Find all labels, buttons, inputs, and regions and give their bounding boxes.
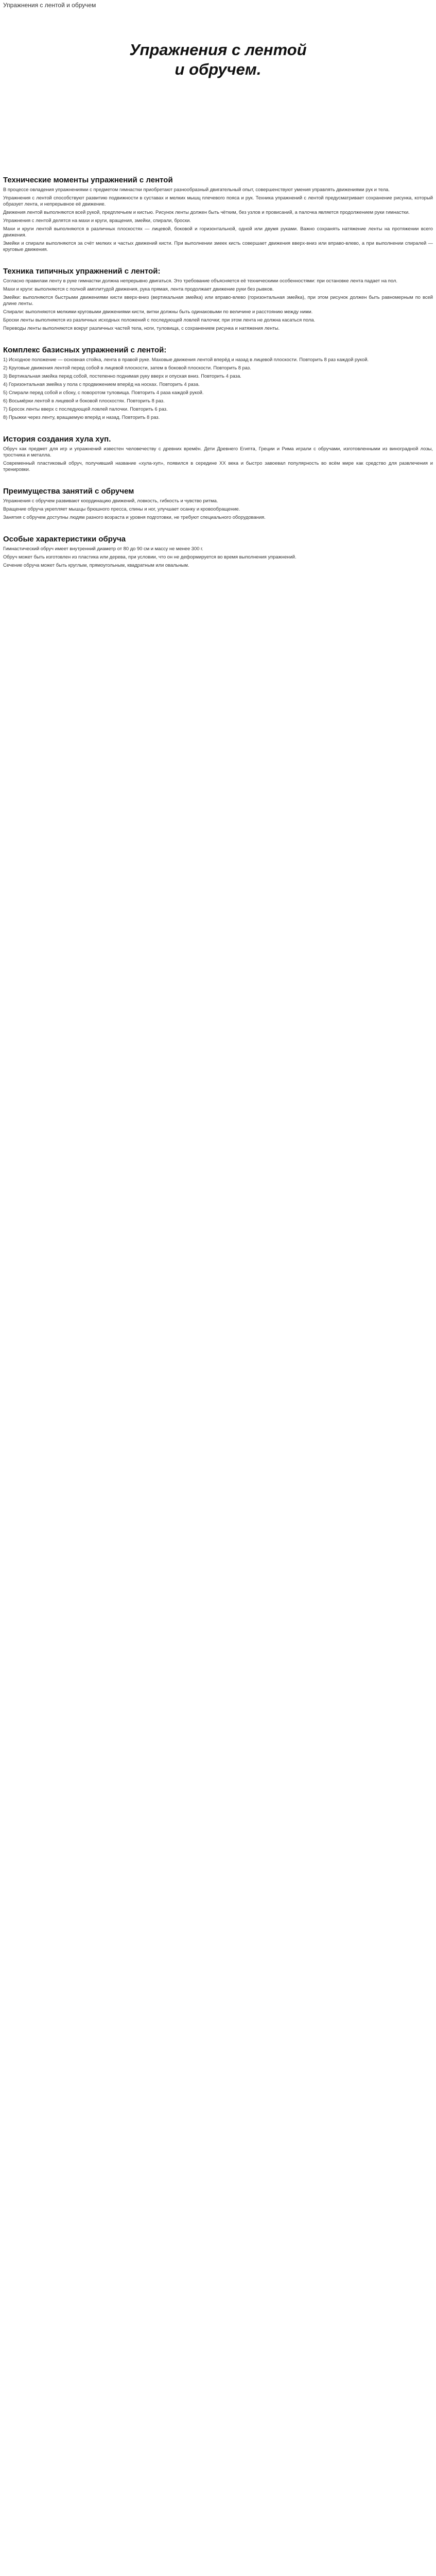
paragraph: Махи и круги лентой выполняются в различных плоскостях — лицевой, боковой и горизонтальной, одной или двумя руками. Важно сохранять натяжение ленты на протяжении всего движения. [3, 226, 433, 238]
page-title-line: и обручем. [175, 60, 261, 78]
paragraph: Современный пластиковый обруч, получивший название «хула-хуп», появился в середине XX века и быстро завоевал популярность во всём мире как средство для развлечения и тренировки. [3, 460, 433, 472]
paragraph: Согласно правилам ленту в руке гимнастки должна непрерывно двигаться. Это требование объясняется её техническими особенностями: при остановке лента падает на пол. [3, 278, 397, 283]
section-heading: Особые характеристики обруча [3, 535, 126, 544]
paragraph: Вращение обруча укрепляет мышцы брюшного пресса, спины и ног, улучшает осанку и кровообращение. [3, 506, 240, 512]
paragraph: 3) Вертикальная змейка перед собой, постепенно поднимая руку вверх и опуская вниз. Повторить 4 раза. [3, 373, 241, 379]
paragraph: Броски ленты выполняются из различных исходных положений с последующей ловлей палочки; при этом лента не должна касаться пола. [3, 317, 316, 323]
paragraph: 1) Исходное положение — основная стойка, лента в правой руке. Маховые движения лентой вперёд и назад в лицевой плоскости. Повторить 8 раз каждой рукой. [3, 357, 369, 362]
document-page [0, 0, 436, 586]
paragraph: Змейки: выполняются быстрыми движениями кисти вверх-вниз (вертикальная змейка) или вправо-влево (горизонтальная змейка), при этом рисунок должен быть равномерным по всей длине ленты. [3, 294, 433, 306]
section-heading: Техника типичных упражнений с лентой: [3, 267, 161, 276]
section-separator [3, 422, 433, 430]
section-heading: История создания хула хуп. [3, 435, 111, 444]
paragraph: Обруч может быть изготовлен из пластика или дерева, при условии, что он не деформируется во время выполнения упражнений. [3, 554, 297, 560]
section-separator [3, 163, 433, 171]
paragraph: 2) Круговые движения лентой перед собой в лицевой плоскости, затем в боковой плоскости. Повторить 8 раз. [3, 365, 251, 370]
section-separator [3, 474, 433, 482]
article-body [3, 163, 433, 568]
paragraph: Занятия с обручем доступны людям разного возраста и уровня подготовки, не требуют специального оборудования. [3, 514, 266, 520]
section-separator [3, 522, 433, 530]
section-heading: Комплекс базисных упражнений с лентой: [3, 346, 167, 354]
paragraph: Спирали: выполняются мелкими круговыми движениями кисти, витки должны быть одинаковыми по величине и расстоянию между ними. [3, 309, 313, 314]
section-heading: Технические моменты упражнений с лентой [3, 176, 173, 184]
paragraph: 7) Бросок ленты вверх с последующей ловлей палочки. Повторить 6 раз. [3, 406, 168, 412]
paragraph: В процессе овладения упражнениями с предметом гимнастки приобретают разнообразный двигательный опыт, совершенствуют умения управлять движениями рук и тела. [3, 187, 390, 192]
top-bar [3, 0, 433, 10]
page-title-line: Упражнения с лентой [129, 41, 307, 59]
paragraph: Переводы ленты выполняются вокруг различных частей тела, ноги, туловища, с сохранением рисунка и натяжения ленты. [3, 325, 280, 331]
paragraph: 6) Восьмёрки лентой в лицевой и боковой плоскостях. Повторить 8 раз. [3, 398, 165, 403]
document-title: Упражнения с лентой и обручем [3, 2, 96, 9]
paragraph: Обруч как предмет для игр и упражнений известен человечеству с древних времён. Дети Древнего Египта, Греции и Рима играли с обручами, изготовленными из виноградной лозы, тростника и металла. [3, 446, 433, 457]
page-title [129, 40, 306, 79]
paragraph: Движения лентой выполняются всей рукой, предплечьем и кистью. Рисунок ленты должен быть чётким, без узлов и провисаний, а палочка является продолжением руки гимнастки. [3, 209, 410, 215]
section-separator [3, 255, 433, 262]
paragraph: Упражнения с лентой делятся на махи и круги, вращения, змейки, спирали, броски. [3, 217, 191, 223]
paragraph: Сечение обруча может быть круглым, прямоугольным, квадратным или овальным. [3, 562, 189, 568]
paragraph: Махи и круги: выполняются с полной амплитудой движения, рука прямая, лента продолжает движение руки без рывков. [3, 286, 274, 292]
paragraph: 4) Горизонтальная змейка у пола с продвижением вперёд на носках. Повторить 4 раза. [3, 381, 200, 387]
paragraph: Змейки и спирали выполняются за счёт мелких и частых движений кисти. При выполнении змеек кисть совершает движения вверх-вниз или вправо-влево, а при выполнении спиралей — круговые движения. [3, 240, 433, 252]
paragraph: Упражнения с обручем развивают координацию движений, ловкость, гибкость и чувство ритма. [3, 498, 218, 503]
section-separator [3, 333, 433, 341]
paragraph: Гимнастический обруч имеет внутренний диаметр от 80 до 90 см и массу не менее 300 г. [3, 546, 203, 551]
paragraph: 8) Прыжки через ленту, вращаемую вперёд и назад. Повторить 8 раз. [3, 414, 160, 420]
end-spacer [3, 570, 433, 586]
section-heading: Преимущества занятий с обручем [3, 487, 134, 496]
paragraph: 5) Спирали перед собой и сбоку, с поворотом туловища. Повторить 4 раза каждой рукой. [3, 389, 204, 395]
paragraph: Упражнения с лентой способствуют развитию подвижности в суставах и мелких мышц плечевого пояса и рук. Техника упражнений с лентой предусматривает сохранение рисунка, который образует лента, и непрерывное её движение. [3, 195, 433, 207]
header-spacer [3, 104, 433, 163]
hero-heading [3, 15, 433, 104]
